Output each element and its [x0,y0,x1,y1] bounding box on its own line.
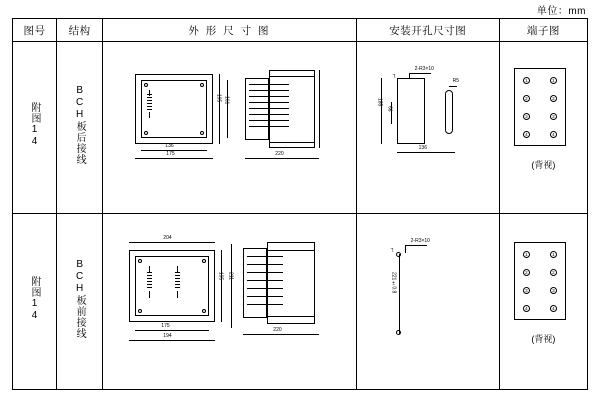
terminal-4-right: 4 [550,131,557,138]
side-view-terminal-block-2 [243,248,267,318]
outline-cell-1 [103,42,356,214]
terminal-cell-1 [499,42,587,214]
coil-lead [177,266,178,273]
structure-label-2: BCH板前接线 [74,259,86,339]
dim-175: 175 [161,323,170,329]
terminal-cell-2 [499,214,587,390]
fig-no-cell-2 [13,214,57,390]
header-structure: 结构 [57,19,103,42]
dim-extension [319,70,320,148]
terminal-drawing-1 [500,42,587,213]
coil-lead [149,266,150,273]
terminal-4-right: 4 [550,305,557,312]
coil-lead [177,291,178,298]
dim-line-vertical [399,254,400,334]
fig-no-label-1: 附图14 [29,102,41,148]
hole-icon [396,252,401,257]
case-edge [267,316,315,317]
terminal-1-right: 1 [550,77,557,84]
structure-cell-1 [57,42,103,214]
dim-220: 220 [275,151,284,157]
dim-line-horizontal [129,242,215,243]
structure-cell-2 [57,214,103,390]
corner-marker: ┐ [392,72,397,78]
header-fig-no: 图号 [13,19,57,42]
dim-line-vertical [381,78,382,144]
terminal-4-left: 4 [523,131,530,138]
dim-136: 136 [418,145,427,151]
dim-66: 66 [386,106,393,112]
dim-line-vertical [219,74,220,144]
coil-icon [147,272,152,290]
header-mounting: 安装开孔尺寸图 [356,19,499,42]
coil-icon [147,94,152,112]
back-view-label-1: (背视) [531,160,556,170]
dim-195: 195 [217,272,224,281]
terminal-3-left: 3 [523,287,530,294]
hole-note-1: 2-R3×10 [414,66,434,72]
back-view-label-2: (背视) [531,334,556,344]
case-edge [269,142,315,143]
r-note-1: R5 [452,78,460,84]
corner-marker: ┐ [390,246,395,252]
dim-220: 220 [273,327,282,333]
dim-204: 204 [163,235,172,241]
case-edge [267,250,315,251]
dim-136: 136 [165,143,174,149]
dimension-table [12,18,588,390]
terminal-2-left: 2 [523,269,530,276]
side-view-case-2 [267,242,315,324]
case-edge [269,76,315,77]
terminal-drawing-2 [500,214,587,389]
terminal-3-right: 3 [550,287,557,294]
terminal-2-left: 2 [523,95,530,102]
coil-icon [175,272,180,290]
outline-drawing-1 [103,42,355,213]
dim-185: 185 [376,98,383,107]
header-outline: 外 形 尺 寸 图 [103,19,356,42]
outline-drawing-2 [103,214,355,389]
mounting-cell-2 [356,214,499,390]
coil-lead [149,112,150,118]
terminal-1-right: 1 [550,251,557,258]
leader-line [449,86,457,87]
fig-no-label-2: 附图14 [29,276,41,322]
structure-label-1: BCH板后接线 [74,85,86,165]
dim-175: 175 [166,151,175,157]
terminal-3-right: 3 [550,113,557,120]
leader-line [405,245,427,246]
side-view-case-1 [269,70,315,148]
terminal-3-left: 3 [523,113,530,120]
coil-lead [149,90,150,96]
dim-195: 195 [215,94,222,103]
outline-cell-2 [103,214,356,390]
terminal-4-left: 4 [523,305,530,312]
mount-cutout-1 [397,78,425,144]
mount-slot-1 [445,90,453,134]
mounting-drawing-2 [357,214,499,389]
mounting-drawing-1 [357,42,499,213]
dim-line-horizontal [129,340,215,341]
dim-line-vertical [221,250,222,322]
coil-lead [149,291,150,298]
terminal-2-right: 2 [550,269,557,276]
dim-194: 194 [163,333,172,339]
dim-161: 161 [223,96,230,105]
mounting-cell-1 [356,42,499,214]
dim-line-horizontal [135,158,213,159]
leader-line [409,73,431,74]
table-row [13,42,588,214]
fig-no-cell-1 [13,42,57,214]
leader-line [409,73,410,79]
terminal-2-right: 2 [550,95,557,102]
leader-line [405,245,406,253]
header-terminal: 端子图 [499,19,587,42]
dim-221: 221±0.8 [390,272,397,294]
unit-note: 单位：mm [536,6,586,17]
dim-line-horizontal [243,334,319,335]
terminal-1-left: 1 [523,77,530,84]
side-view-terminal-block-1 [245,78,269,140]
dim-line-horizontal [245,158,319,159]
table-row [13,214,588,390]
dim-line-vertical [227,80,228,138]
hole-note-2: 2-R3×10 [410,238,430,244]
dim-211: 211 [227,272,234,280]
terminal-panel-2 [514,242,566,320]
hole-icon [396,330,401,335]
table-header-row [13,19,588,42]
dim-line-vertical [231,244,232,328]
terminal-panel-1 [514,68,566,146]
terminal-1-left: 1 [523,251,530,258]
dim-line-horizontal [135,330,209,331]
dim-line-horizontal [397,152,455,153]
